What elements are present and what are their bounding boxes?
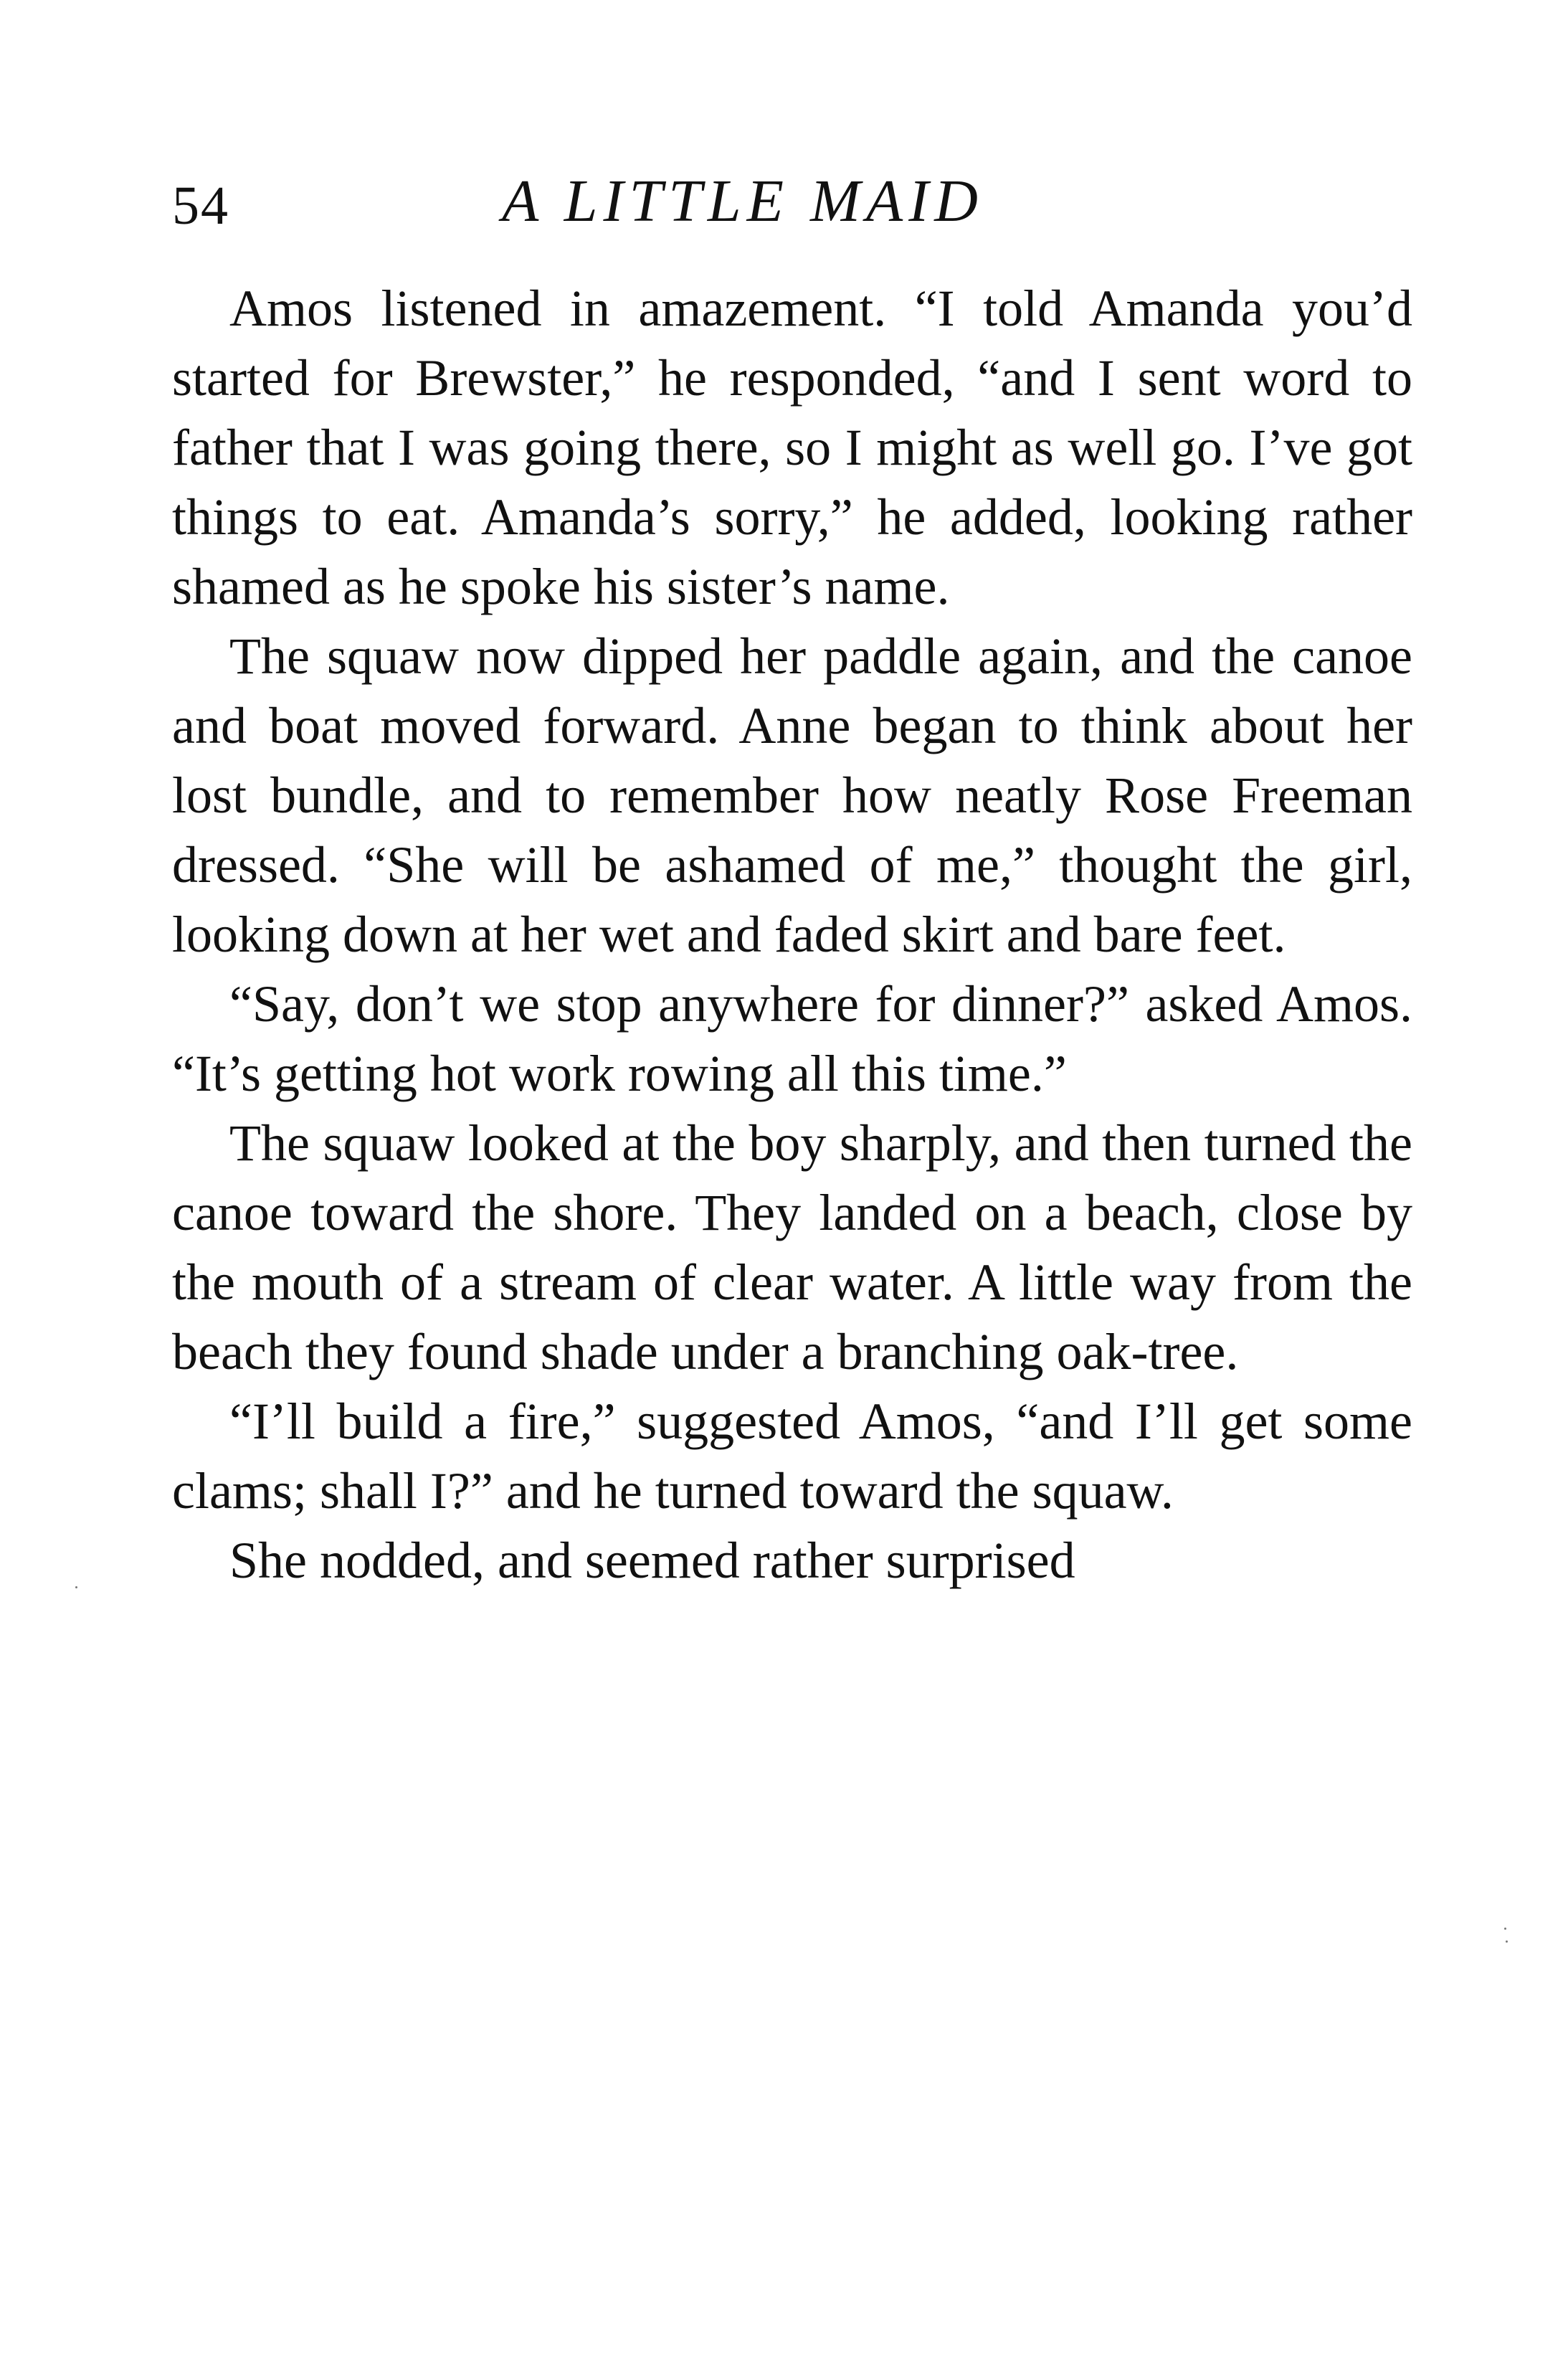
running-head <box>165 166 1420 252</box>
paper-speck <box>1504 1928 1506 1930</box>
paragraph-6: She nodded, and seemed rather surprised <box>229 1532 1075 1589</box>
body-text <box>172 274 1412 1596</box>
paper-speck <box>1506 1940 1508 1943</box>
paragraph-5: “I’ll build a fire,” suggested Amos, “and I’ll get some clams; shall I?” and he turned toward the squaw. <box>172 1393 1412 1520</box>
paragraph-3: “Say, don’t we stop anywhere for dinner?” asked Amos. “It’s getting hot work rowing all this time.” <box>172 975 1412 1102</box>
paragraph-1: Amos listened in amazement. “I told Amanda you’d started for Brewster,” he responded, “and I sent word to father that I was going there, so I might as well go. I’ve got things to eat. Amanda’s sorry,” he added, looking rather shamed as he spoke his sister’s name. <box>172 280 1412 615</box>
page-number: 54 <box>172 176 229 236</box>
paragraph-2: The squaw now dipped her paddle again, and the canoe and boat moved forward. Anne began to think about her lost bundle, and to remember how neatly Rose Freeman dressed. “She will be ashamed of me,” thought the girl, looking down at her wet and faded skirt and bare feet. <box>172 627 1412 963</box>
running-title: A LITTLE MAID <box>502 168 984 234</box>
paper-speck <box>75 1586 77 1588</box>
paragraph-4: The squaw looked at the boy sharply, and then turned the canoe toward the shore. They landed on a beach, close by the mouth of a stream of clear water. A little way from the beach they found shade under a branching oak-tree. <box>172 1114 1412 1380</box>
